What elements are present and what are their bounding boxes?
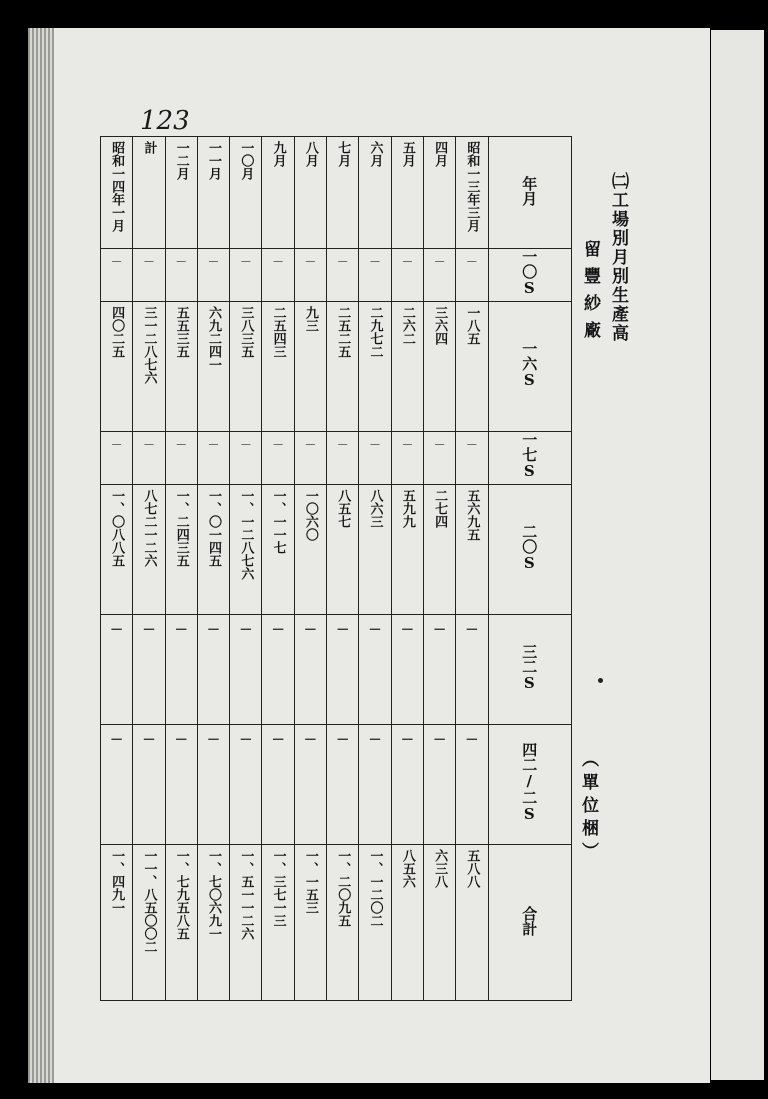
cell-16s-1303: 一八五 <box>456 302 488 432</box>
cell-17s-1303: － <box>456 432 488 485</box>
cell-32s-06: － <box>359 615 391 725</box>
row-label-17s: 一七S <box>488 432 571 485</box>
adjacent-page <box>711 30 764 1080</box>
cell-17s-1401: － <box>101 432 133 485</box>
cell-total-06: 一、一二〇二 <box>359 845 391 1001</box>
cell-17s-06: － <box>359 432 391 485</box>
cell-total-1401: 一、四九一 <box>101 845 133 1001</box>
cell-total-12: 一、七九五八五 <box>165 845 197 1001</box>
production-table <box>100 136 572 994</box>
cell-20s-04: 二七四 <box>423 485 455 615</box>
mill-name: 留豐紗廠 <box>580 240 600 348</box>
col-header-09: 九月 <box>262 137 294 249</box>
cell-total-11: 一、七〇六九一 <box>197 845 229 1001</box>
cell-42s-total: － <box>133 725 165 845</box>
col-header-1401: 昭和一四年一月 <box>101 137 133 249</box>
cell-10s-09: － <box>262 249 294 302</box>
cell-16s-10: 三八三五 <box>230 302 262 432</box>
col-header-07: 七月 <box>327 137 359 249</box>
cell-total-1303: 五八八 <box>456 845 488 1001</box>
cell-total-09: 一、三七一三 <box>262 845 294 1001</box>
cell-32s-07: － <box>327 615 359 725</box>
cell-17s-05: － <box>391 432 423 485</box>
cell-17s-11: － <box>197 432 229 485</box>
row-label-10s: 一〇S <box>488 249 571 302</box>
cell-20s-12: 一、二四三五 <box>165 485 197 615</box>
cell-17s-04: － <box>423 432 455 485</box>
cell-20s-07: 八五七 <box>327 485 359 615</box>
cell-42s-08: － <box>294 725 326 845</box>
book-spine <box>28 28 54 1083</box>
cell-10s-1401: － <box>101 249 133 302</box>
row-label-16s: 一六S <box>488 302 571 432</box>
cell-32s-1401: － <box>101 615 133 725</box>
cell-17s-12: － <box>165 432 197 485</box>
col-header-08: 八月 <box>294 137 326 249</box>
cell-17s-total: － <box>133 432 165 485</box>
unit-label: （單位梱） <box>578 750 598 865</box>
cell-42s-1401: － <box>101 725 133 845</box>
col-header-10: 一〇月 <box>230 137 262 249</box>
cell-total-07: 一、二〇九五 <box>327 845 359 1001</box>
col-header-11: 一一月 <box>197 137 229 249</box>
cell-17s-10: － <box>230 432 262 485</box>
cell-42s-05: － <box>391 725 423 845</box>
col-header-04: 四月 <box>423 137 455 249</box>
cell-10s-total: － <box>133 249 165 302</box>
cell-16s-06: 二九七二 <box>359 302 391 432</box>
col-header-05: 五月 <box>391 137 423 249</box>
page-number: 123 <box>140 106 190 136</box>
cell-16s-05: 二六二 <box>391 302 423 432</box>
cell-16s-04: 三六四 <box>423 302 455 432</box>
cell-42s-07: － <box>327 725 359 845</box>
cell-32s-10: － <box>230 615 262 725</box>
cell-total-total: 一一、八五〇〇二 <box>133 845 165 1001</box>
cell-32s-11: － <box>197 615 229 725</box>
cell-20s-05: 五九九 <box>391 485 423 615</box>
cell-20s-09: 一、一一七 <box>262 485 294 615</box>
cell-42s-04: － <box>423 725 455 845</box>
cell-42s-11: － <box>197 725 229 845</box>
cell-17s-09: － <box>262 432 294 485</box>
col-header-1303: 昭和一三年三月 <box>456 137 488 249</box>
ink-dot <box>598 678 603 683</box>
cell-10s-07: － <box>327 249 359 302</box>
cell-10s-08: － <box>294 249 326 302</box>
cell-20s-10: 一、一二八七六 <box>230 485 262 615</box>
cell-17s-08: － <box>294 432 326 485</box>
cell-32s-04: － <box>423 615 455 725</box>
cell-20s-11: 一、〇一四五 <box>197 485 229 615</box>
row-label-32s: 三二S <box>488 615 571 725</box>
cell-16s-1401: 四〇二五 <box>101 302 133 432</box>
row-header-corner: 年月 <box>488 137 571 249</box>
cell-17s-07: － <box>327 432 359 485</box>
cell-42s-1303: － <box>456 725 488 845</box>
cell-16s-11: 六九二四一 <box>197 302 229 432</box>
cell-10s-06: － <box>359 249 391 302</box>
cell-total-04: 六三八 <box>423 845 455 1001</box>
cell-16s-07: 二五二五 <box>327 302 359 432</box>
row-label-42s: 四二/二S <box>488 725 571 845</box>
cell-20s-1401: 一、〇八八五 <box>101 485 133 615</box>
cell-32s-09: － <box>262 615 294 725</box>
cell-total-08: 一、一五三 <box>294 845 326 1001</box>
cell-32s-total: － <box>133 615 165 725</box>
col-header-06: 六月 <box>359 137 391 249</box>
col-header-12: 一二月 <box>165 137 197 249</box>
col-header-total: 計 <box>133 137 165 249</box>
cell-32s-05: － <box>391 615 423 725</box>
cell-42s-12: － <box>165 725 197 845</box>
cell-total-05: 八五六 <box>391 845 423 1001</box>
cell-10s-04: － <box>423 249 455 302</box>
cell-20s-06: 八六三 <box>359 485 391 615</box>
cell-16s-09: 二五四三 <box>262 302 294 432</box>
cell-42s-09: － <box>262 725 294 845</box>
cell-42s-06: － <box>359 725 391 845</box>
cell-10s-10: － <box>230 249 262 302</box>
row-label-total: 合計 <box>488 845 571 1001</box>
cell-20s-08: 一〇六〇 <box>294 485 326 615</box>
cell-20s-1303: 五六九五 <box>456 485 488 615</box>
cell-10s-11: － <box>197 249 229 302</box>
cell-16s-12: 五五三五 <box>165 302 197 432</box>
table-title: ㈡工場別月別生產高 <box>608 172 628 343</box>
cell-total-10: 一、五一一二六 <box>230 845 262 1001</box>
cell-10s-05: － <box>391 249 423 302</box>
cell-16s-08: 九三 <box>294 302 326 432</box>
row-label-20s: 二〇S <box>488 485 571 615</box>
cell-42s-10: － <box>230 725 262 845</box>
cell-20s-total: 八七二一二六 <box>133 485 165 615</box>
cell-16s-total: 三一二八七六 <box>133 302 165 432</box>
cell-32s-12: － <box>165 615 197 725</box>
cell-32s-08: － <box>294 615 326 725</box>
cell-10s-12: － <box>165 249 197 302</box>
cell-32s-1303: － <box>456 615 488 725</box>
cell-10s-1303: － <box>456 249 488 302</box>
